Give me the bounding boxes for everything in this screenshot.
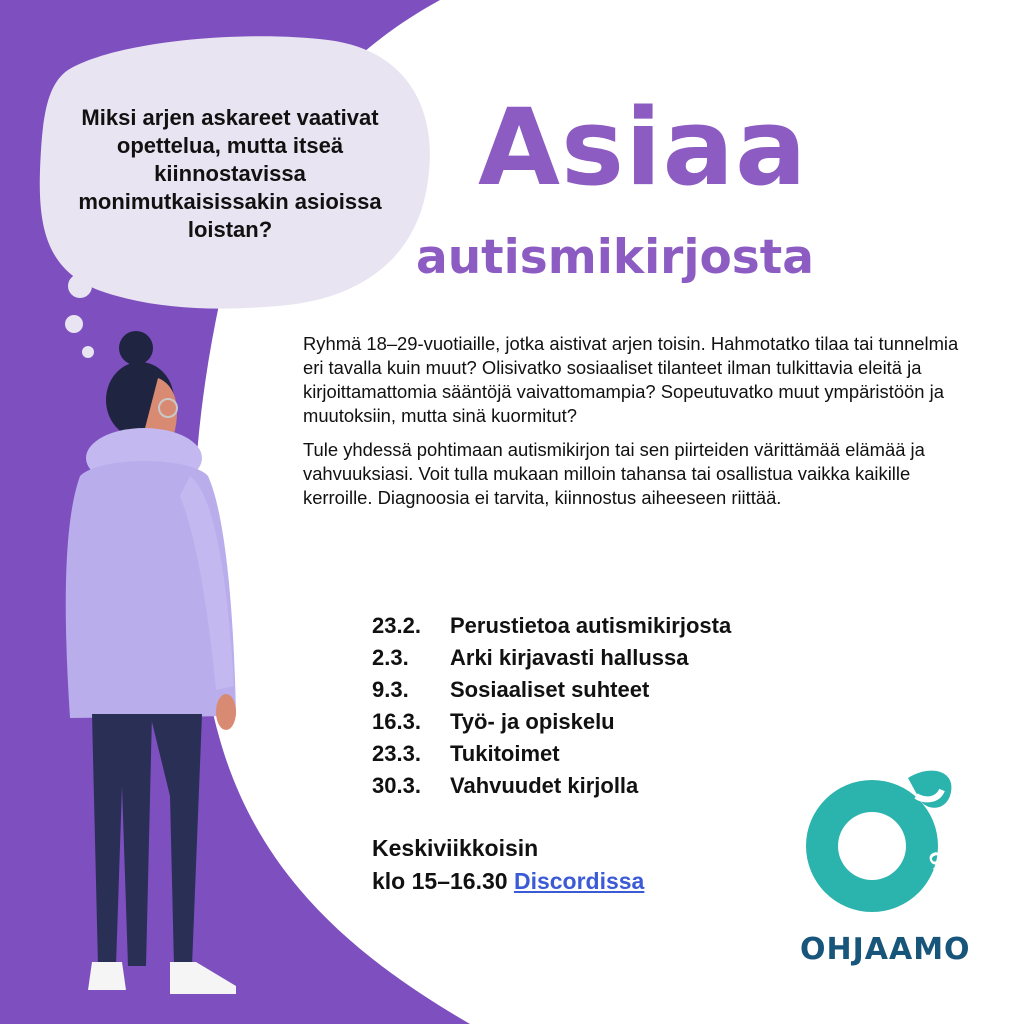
person-illustration-icon: [40, 326, 270, 1006]
page-title: Asiaa: [478, 86, 808, 209]
schedule-date: 2.3.: [372, 645, 409, 670]
page-subtitle: autismikirjosta: [416, 230, 814, 285]
intro-paragraph-2: Tule yhdessä pohtimaan autismikirjon tai sen piirteiden värittämää elämää ja vahvuuksiasi. Voit tulla mukaan milloin tahansa tai osallistua vaikka kaikille kerroille. Diagnoosia ei tarvita, kiinnostus aiheeseen riittää.: [303, 439, 925, 508]
discord-link[interactable]: Discordissa: [513, 868, 645, 894]
logo-name: OHJAAMO: [800, 932, 971, 967]
meeting-info: [372, 832, 832, 898]
logo-ring-text: ONNI: [924, 848, 958, 899]
schedule-list: [372, 610, 832, 802]
schedule-date: 30.3.: [372, 773, 421, 798]
schedule-row: [372, 610, 832, 642]
schedule-topic: Perustietoa autismikirjosta: [450, 613, 732, 638]
intro-text: [303, 332, 963, 520]
schedule-date: 23.2.: [372, 613, 421, 638]
schedule-row: [372, 738, 832, 770]
schedule-topic: Arki kirjavasti hallussa: [450, 645, 689, 670]
schedule-topic: Tukitoimet: [450, 741, 560, 766]
schedule-row: [372, 642, 832, 674]
schedule-row: [372, 674, 832, 706]
schedule-topic: Sosiaaliset suhteet: [450, 677, 650, 702]
meeting-day: Keskiviikkoisin: [372, 835, 539, 861]
schedule-date: 9.3.: [372, 677, 409, 702]
onni-logo-icon: [790, 756, 960, 926]
meeting-time-line: [372, 865, 832, 898]
schedule-topic: Työ- ja opiskelu: [450, 709, 615, 734]
schedule-row: [372, 770, 832, 802]
schedule-row: [372, 706, 832, 738]
schedule-date: 16.3.: [372, 709, 421, 734]
meeting-time: klo 15–16.30: [372, 868, 508, 894]
schedule-date: 23.3.: [372, 741, 421, 766]
intro-paragraph-1: Ryhmä 18–29-vuotiaille, jotka aistivat arjen toisin. Hahmotatko tilaa tai tunnelmia eri tavalla kuin muut? Olisivatko sosiaaliset tilanteet ilman tulkittavia eleitä ja kirjoittamattomia sääntöjä vaivattomampia? Sopeutuvatko muut ympäristöön ja muutoksiin, mutta sinä kuormitut?: [303, 333, 959, 426]
thought-bubble-text: Miksi arjen askareet vaativat opettelua, mutta itseä kiinnostavissa monimutkaisissakin asioissa loistan?: [78, 105, 382, 242]
schedule-topic: Vahvuudet kirjolla: [450, 773, 639, 798]
